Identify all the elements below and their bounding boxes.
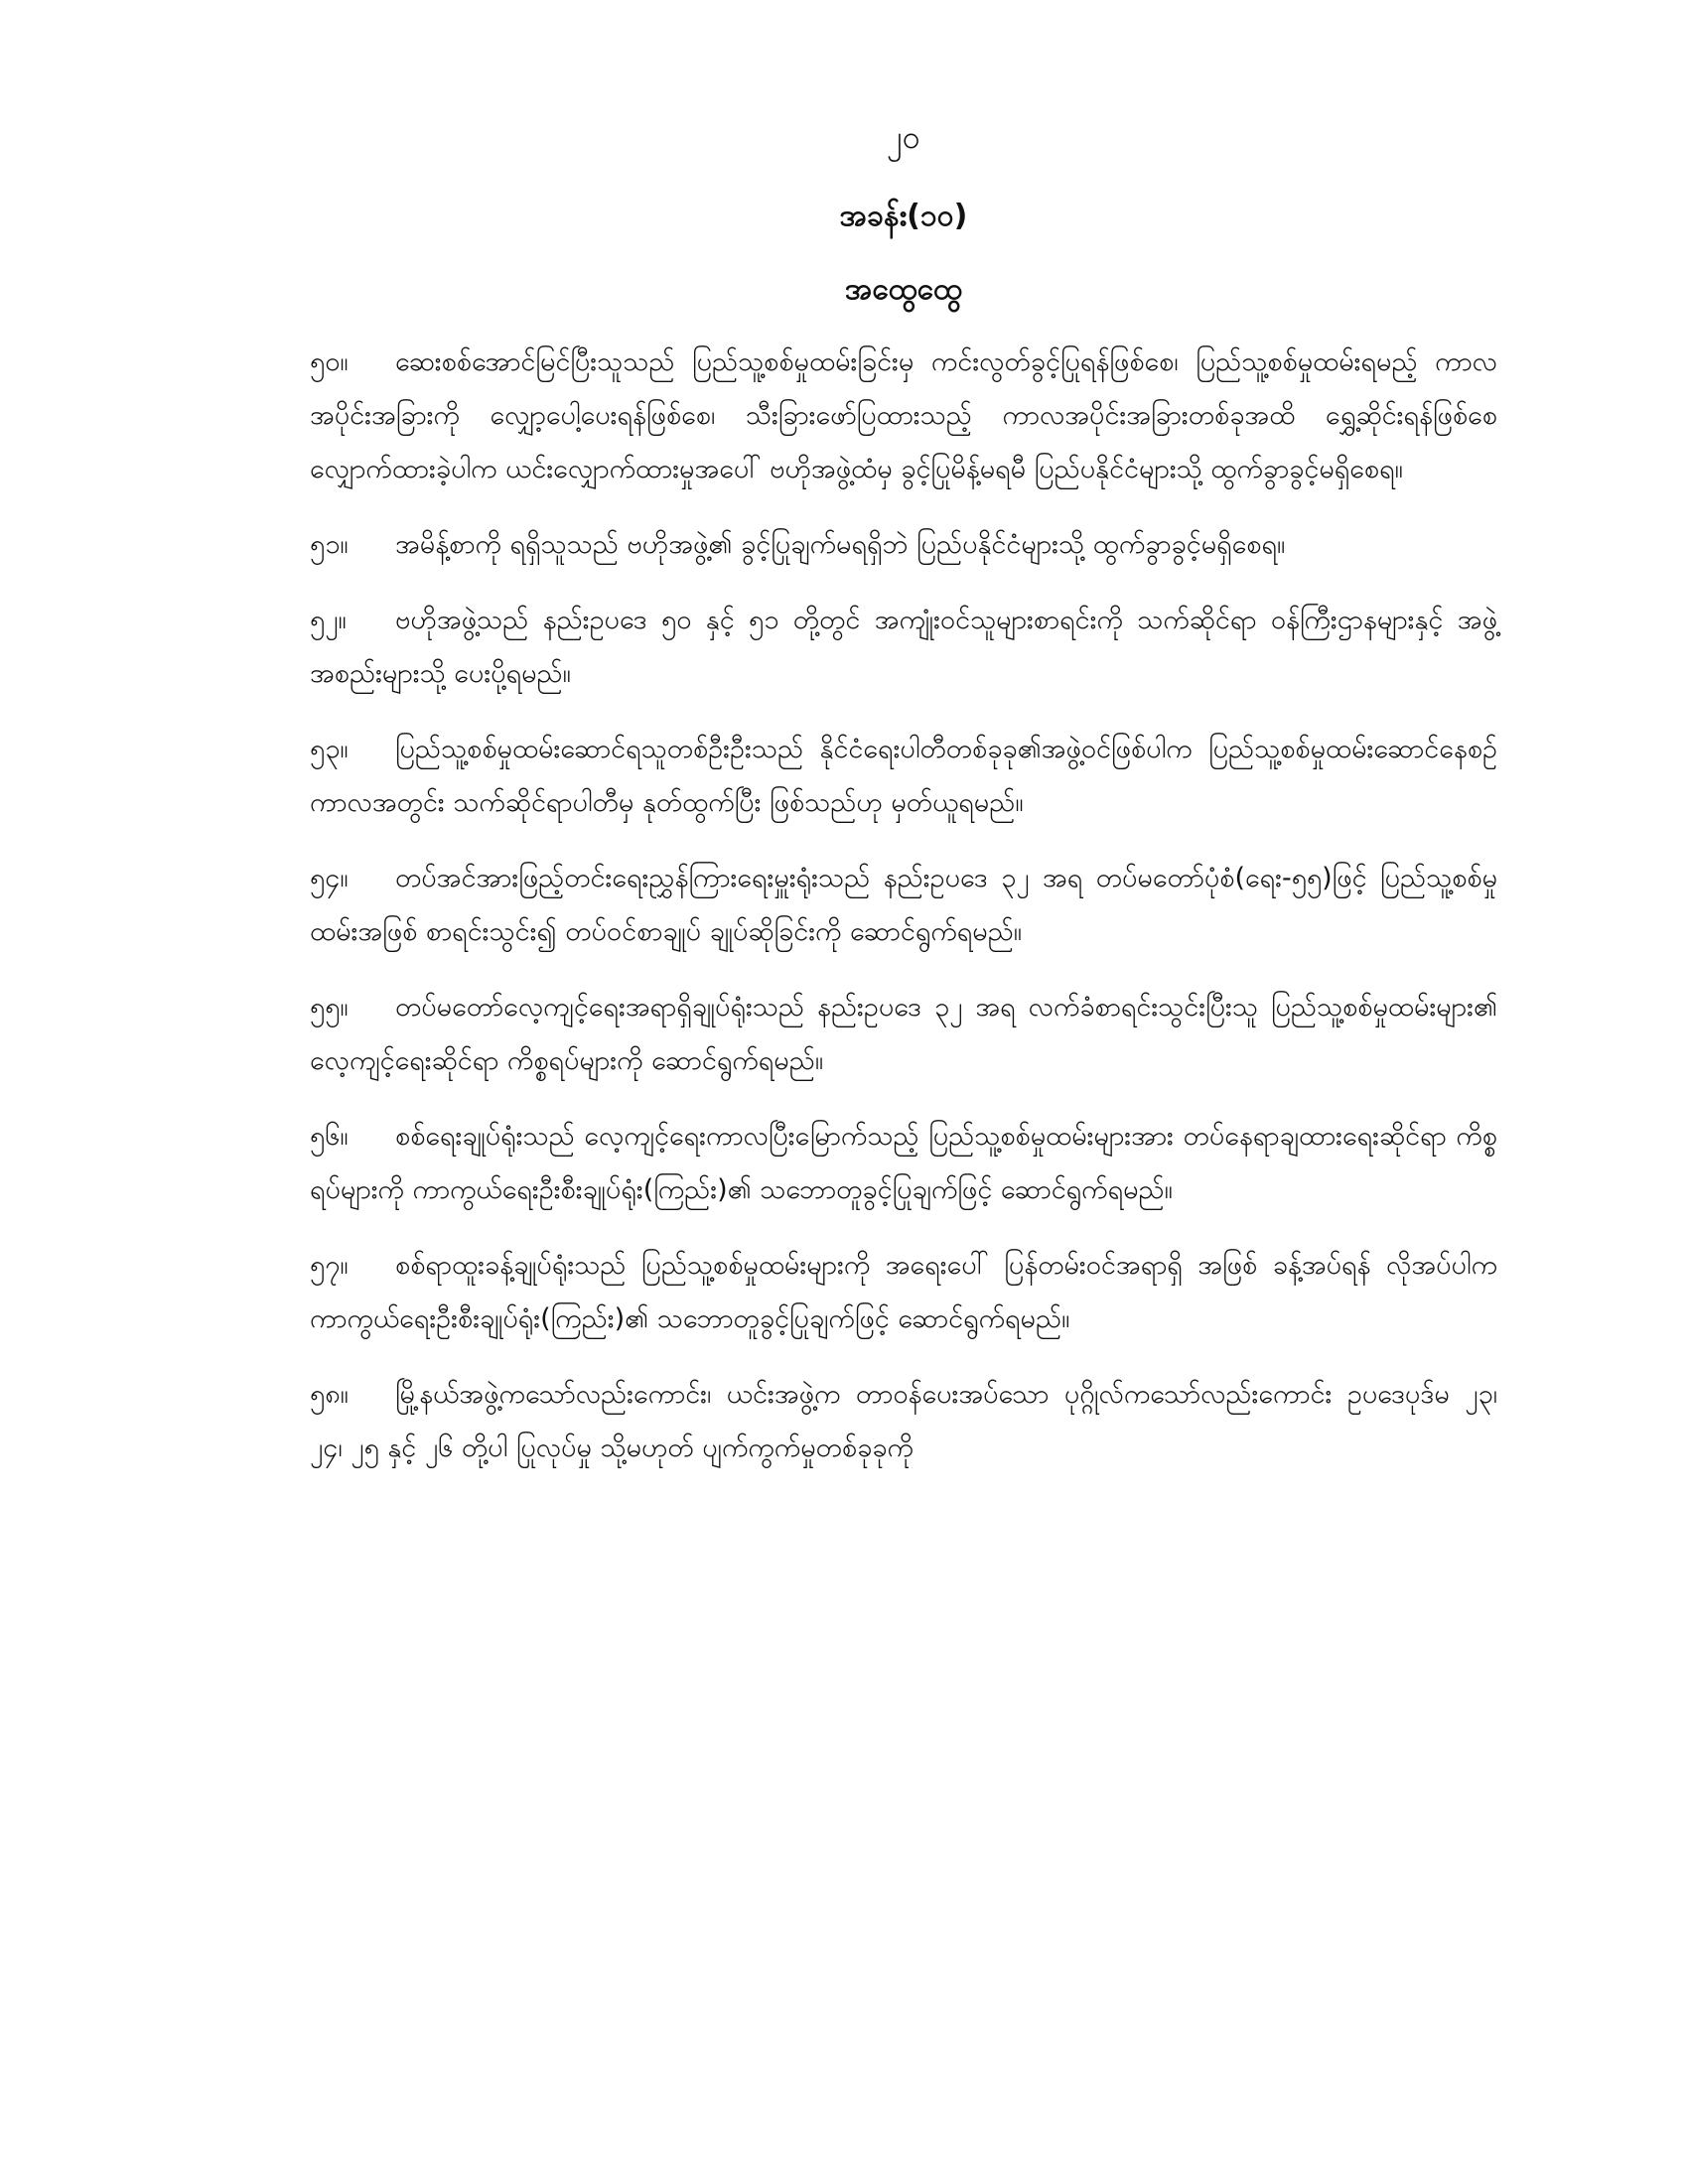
rule-number: ၅၈။ [310,1379,349,1410]
rule-text: စစ်ရာထူးခန့်ချုပ်ရုံးသည် ပြည်သူ့စစ်မှုထမ်းများကို အရေးပေါ် ပြန်တမ်းဝင်အရာရှိ အဖြစ် ခန့်အပ်ရန် လိုအပ်ပါက ကာကွယ်ရေးဦးစီးချုပ်ရုံး(ကြည်း)၏ သဘောတူခွင့်ပြုချက်ဖြင့် ဆောင်ရွက်ရမည်။ [310,1250,1497,1334]
rule-paragraph [310,1239,1497,1346]
rule-number: ၅၃။ [310,734,349,764]
page-number: ၂၀ [887,118,920,156]
rule-paragraph [310,981,1497,1088]
section-title: အထွေထွေ [844,272,963,307]
rule-number: ၅၄။ [310,863,349,893]
rule-number: ၅၇။ [310,1250,349,1281]
rule-text: တပ်အင်အားဖြည့်တင်းရေးညွှန်ကြားရေးမှူးရုံးသည် နည်းဥပဒေ ၃၂ အရ တပ်မတော်ပုံစံ(ရေး-၅၅)ဖြင့် ပြည်သူ့စစ်မှုထမ်းအဖြစ် စာရင်းသွင်း၍ တပ်ဝင်စာချုပ် ချုပ်ဆိုခြင်းကို ဆောင်ရွက်ရမည်။ [310,863,1497,947]
rule-number: ၅၂။ [310,605,347,635]
rule-number: ၅၀။ [310,346,349,377]
rule-number: ၅၁။ [310,529,349,560]
rule-text: ဆေးစစ်အောင်မြင်ပြီးသူသည် ပြည်သူ့စစ်မှုထမ်းခြင်းမှ ကင်းလွတ်ခွင့်ပြုရန်ဖြစ်စေ၊ ပြည်သူ့စစ်မှုထမ်းရမည့် ကာလအပိုင်းအခြားကို လျှော့ပေါ့ပေးရန်ဖြစ်စေ၊ သီးခြားဖော်ပြထားသည့် ကာလအပိုင်းအခြားတစ်ခုအထိ ရွှေ့ဆိုင်းရန်ဖြစ်စေ လျှောက်ထားခဲ့ပါက ယင်းလျှောက်ထားမှုအပေါ် ဗဟိုအဖွဲ့ထံမှ ခွင့်ပြုမိန့်မရမီ ပြည်ပနိုင်ငံများသို့ ထွက်ခွာခွင့်မရှိစေရ။ [310,346,1497,484]
rule-text: ဗဟိုအဖွဲ့သည် နည်းဥပဒေ ၅၀ နှင့် ၅၁ တို့တွင် အကျုံးဝင်သူများစာရင်းကို သက်ဆိုင်ရာ ဝန်ကြီးဌာနများနှင့် အဖွဲ့အစည်းများသို့ ပေးပို့ရမည်။ [310,605,1497,689]
rule-text: ပြည်သူ့စစ်မှုထမ်းဆောင်ရသူတစ်ဦးဦးသည် နိုင်ငံရေးပါတီတစ်ခုခု၏အဖွဲ့ဝင်ဖြစ်ပါက ပြည်သူ့စစ်မှုထမ်းဆောင်နေစဉ်ကာလအတွင်း သက်ဆိုင်ရာပါတီမှ နုတ်ထွက်ပြီး ဖြစ်သည်ဟု မှတ်ယူရမည်။ [310,734,1497,818]
rule-text: စစ်ရေးချုပ်ရုံးသည် လေ့ကျင့်ရေးကာလပြီးမြောက်သည့် ပြည်သူ့စစ်မှုထမ်းများအား တပ်နေရာချထားရေးဆိုင်ရာ ကိစ္စရပ်များကို ကာကွယ်ရေးဦးစီးချုပ်ရုံး(ကြည်း)၏ သဘောတူခွင့်ပြုချက်ဖြင့် ဆောင်ရွက်ရမည်။ [310,1121,1497,1205]
rules-list [310,336,1497,1475]
rule-paragraph [310,336,1497,496]
rule-paragraph [310,518,1497,572]
rule-text: တပ်မတော်လေ့ကျင့်ရေးအရာရှိချုပ်ရုံးသည် နည်းဥပဒေ ၃၂ အရ လက်ခံစာရင်းသွင်းပြီးသူ ပြည်သူ့စစ်မှုထမ်းများ၏ လေ့ကျင့်ရေးဆိုင်ရာ ကိစ္စရပ်များကို ဆောင်ရွက်ရမည်။ [310,992,1497,1076]
rule-paragraph [310,1368,1497,1475]
rule-paragraph [310,1110,1497,1217]
rule-text: အမိန့်စာကို ရရှိသူသည် ဗဟိုအဖွဲ့၏ ခွင့်ပြုချက်မရရှိဘဲ ပြည်ပနိုင်ငံများသို့ ထွက်ခွာခွင့်မရှိစေရ။ [395,529,1286,560]
rule-paragraph [310,723,1497,830]
chapter-title: အခန်း(၁၀) [839,199,968,233]
rule-paragraph [310,852,1497,959]
rule-number: ၅၆။ [310,1121,349,1152]
rule-paragraph [310,594,1497,701]
rule-number: ၅၅။ [310,992,349,1023]
rule-text: မြို့နယ်အဖွဲ့ကသော်လည်းကောင်း၊ ယင်းအဖွဲ့က တာဝန်ပေးအပ်သော ပုဂ္ဂိုလ်ကသော်လည်းကောင်း ဥပဒေပုဒ်မ ၂၃၊ ၂၄၊ ၂၅ နှင့် ၂၆ တို့ပါ ပြုလုပ်မှု သို့မဟုတ် ပျက်ကွက်မှုတစ်ခုခုကို [310,1379,1497,1463]
